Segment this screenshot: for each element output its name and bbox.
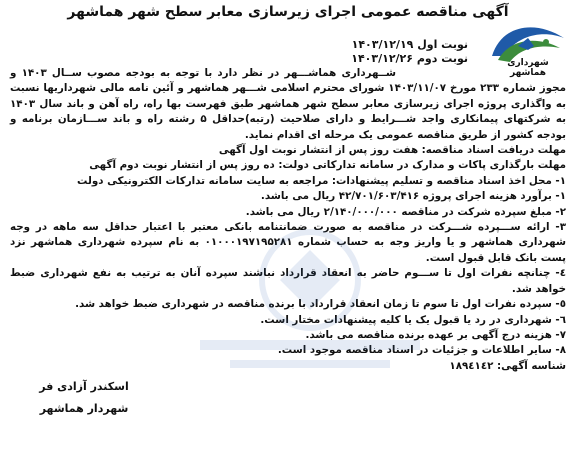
item-deposit-hold: ٥- سپرده نفرات اول تا سوم تا زمان انعقاد قرارداد با برنده مناقصه در شهرداری ضبط خواهد شد. (75, 298, 566, 311)
item-deposit-amount: ۲- مبلغ سپرده شرکت در مناقصه ۲/۱۴۰/۰۰۰/۰۰۰ ریال می باشد. (245, 205, 566, 218)
first-publication-date: نوبت اول ۱۴۰۳/۱۲/۱۹ (351, 38, 468, 51)
mayor-name: اسکندر آزادی فر (39, 380, 129, 393)
logo-caption: شهرداری هماشهر (507, 58, 549, 78)
item-ad-cost: ۷- هزینه درج آگهی بر عهده برنده مناقصه می باشد. (305, 328, 566, 341)
intro-paragraph: شــهرداری هماشـــهر در نظر دارد با توجه به بودجه مصوب ســال ۱۴۰۳ و مجوز شماره ۲۳۳ مورخ ۱۴۰۳/۱۱/۰۷ شورای محترم اسلامی شـــهر هماشهر و آئین نامه مالی شهرداریها نسبت به واگذاری پروژه اجرای زیرسازی معابر سطح شهر هماشهر طبق فهرست بها راه، راه آهن و باند سال ۱۴۰۳ به شرکتهای پیمانکاری واجد شـــرایط و دارای صلاحیت (رتبه)حداقل ۵ رشته راه و باند ســـازمان برنامه و بودجه کشور از طریق مناقصه عمومی یک مرحله ای اقدام نماید. (10, 67, 566, 141)
item-forfeit: ٤- چنانچه نفرات اول تا ســـوم حاضر به انعقاد قرارداد نباشند سپرده آنان به ترتیب به نفع شهرداری ضبط خواهد شد. (10, 267, 566, 295)
upload-deadline: مهلت بارگذاری پاکات و مدارک در سامانه تدارکاتی دولت: ده روز پس از انتشار نوبت دوم آگهی (89, 159, 566, 172)
document-deadline: مهلت دریافت اسناد مناقصه: هفت روز پس از انتشار نوبت اول آگهی (218, 144, 566, 157)
ad-id: شناسه آگهی: ۱۸۹٤۱٤۲ (449, 359, 566, 372)
notice-body (10, 66, 566, 374)
mayor-title: شهردار هماشهر (39, 402, 129, 415)
signature-block (14, 376, 154, 420)
item-deposit-form: ۳- ارائه ســـپرده شـــرکت در مناقصه به صورت ضمانتنامه بانکی معتبر با اعتبار حداقل سه ماهه در وجه شهرداری هماشهر و یا واریز وجه به حساب شماره ۰۱۰۰۰۱۹۷۱۹۵۲۸۱ به نام سپرده شهرداری هماشهر نزد پست بانک قابل قبول است. (10, 221, 566, 264)
item-other-info: ۸- سایر اطلاعات و جزئیات در اسناد مناقصه موجود است. (277, 344, 566, 357)
item-cost-estimate: ۱- برآورد هزینه اجرای پروژه ۴۲/۷۰۱/۶۰۳/۴۱۶ ریال می باشد. (260, 190, 566, 203)
item-discretion: ٦- شهرداری در رد یا قبول یک یا کلیه پیشنهادات مختار است. (260, 313, 566, 326)
item-documents-place: ۱- محل اخذ اسناد مناقصه و تسلیم پیشنهادات: مراجعه به سایت سامانه تدارکات الکترونیکی دولت (77, 174, 566, 187)
notice-title: آگهی مناقصه عمومی اجرای زیرسازی معابر سطح شهر هماشهر (67, 4, 509, 20)
publication-dates (351, 38, 468, 66)
second-publication-date: نوبت دوم ۱۴۰۳/۱۲/۲۶ (351, 52, 468, 65)
